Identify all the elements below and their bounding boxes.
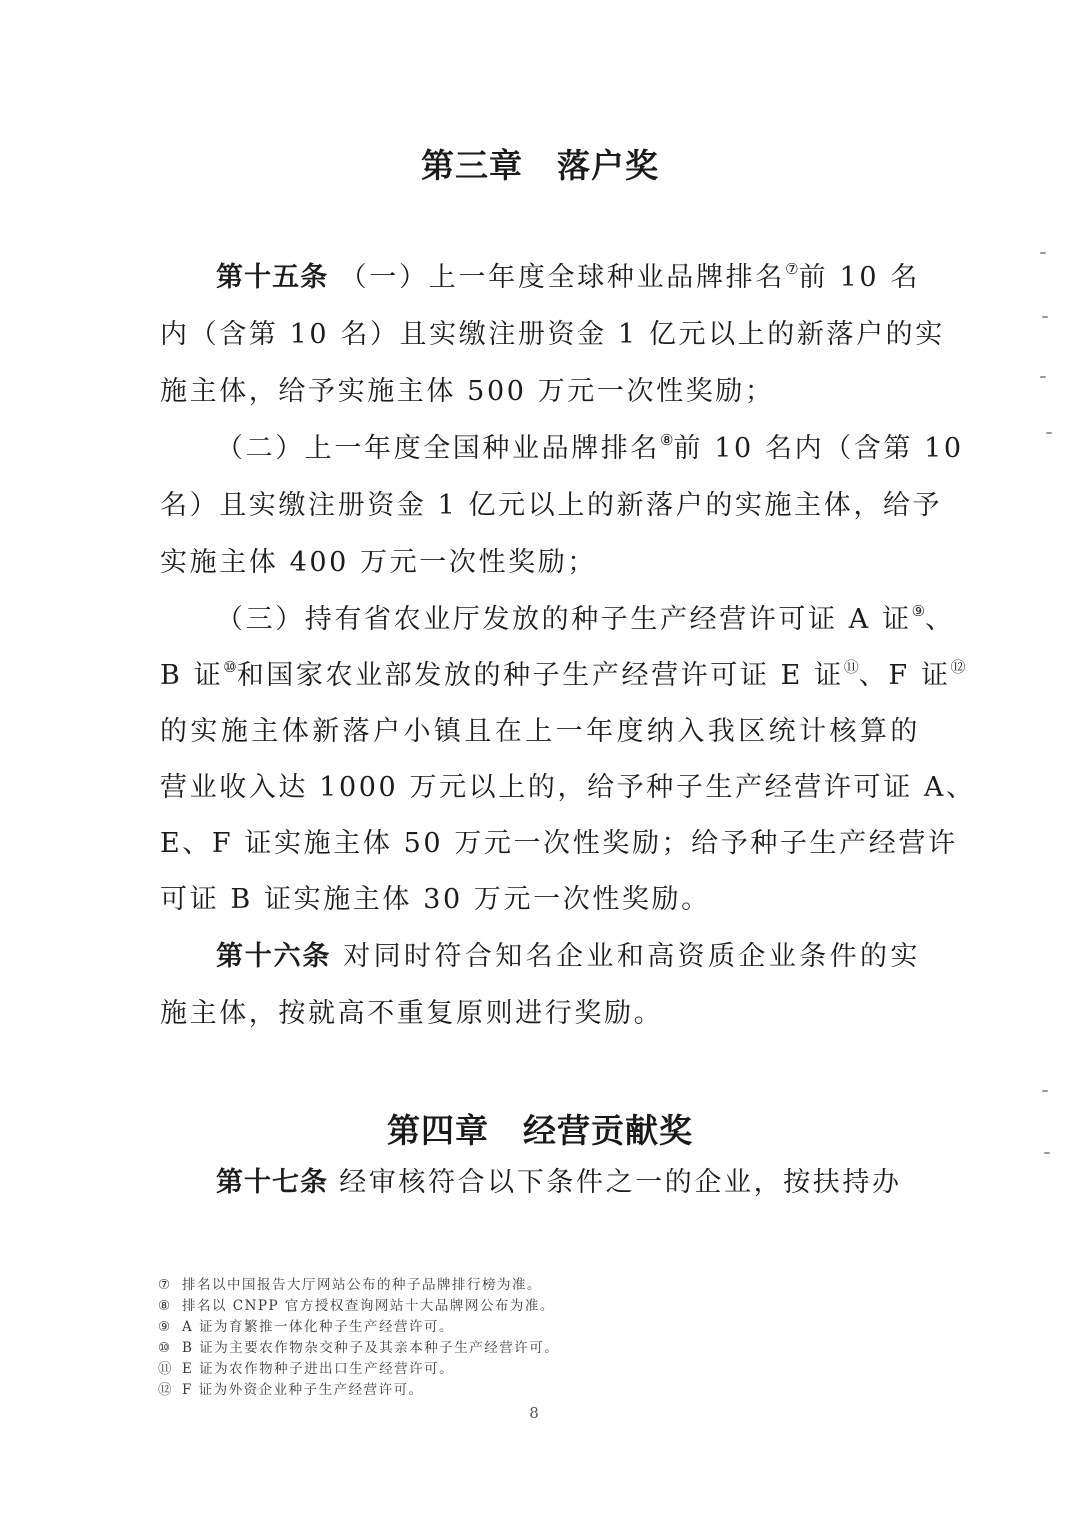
clause-3-line-3: 的实施主体新落户小镇且在上一年度纳入我区统计核算的 [160, 716, 920, 747]
scan-speck [1042, 316, 1048, 318]
footnote-text: 排名以 CNPP 官方授权查询网站十大品牌网公布为准。 [182, 1298, 555, 1314]
clause-3-line-1 [216, 600, 955, 640]
footnote-ref-11: ⑪ [843, 658, 859, 676]
footnote-ref-7: ⑦ [785, 260, 799, 278]
chapter-3-heading: 第三章 落户奖 [421, 146, 659, 185]
clause-3-line-2 [160, 656, 966, 696]
scan-speck [1046, 432, 1052, 434]
article-15-line-2: 内（含第 10 名）且实缴注册资金 1 亿元以上的新落户的实 [160, 319, 945, 350]
article-15-text: 前 10 名 [798, 262, 921, 293]
footnote-text: 排名以中国报告大厅网站公布的种子品牌排行榜为准。 [182, 1277, 542, 1293]
clause-3-line-5: E、F 证实施主体 50 万元一次性奖励；给予种子生产经营许 [160, 828, 958, 859]
article-17-label: 第十七条 [216, 1167, 328, 1198]
clause-2-line-2: 名）且实缴注册资金 1 亿元以上的新落户的实施主体，给予 [160, 490, 943, 521]
footnote-ref-9: ⑨ [911, 602, 926, 620]
clause-3-line-4: 营业收入达 1000 万元以上的，给予种子生产经营许可证 A、 [160, 772, 976, 803]
footnote-ref-10: ⑩ [223, 658, 237, 676]
scan-speck [1040, 252, 1046, 254]
footnote-ref-8: ⑧ [660, 431, 674, 449]
footnote-mark: ⑫ [158, 1382, 172, 1398]
scan-speck [1042, 1090, 1048, 1092]
article-15-label: 第十五条 [216, 262, 329, 293]
article-16-line-1 [216, 937, 920, 977]
article-15-text: （一）上一年度全球种业品牌排名 [339, 262, 786, 293]
footnote-mark: ⑧ [158, 1298, 171, 1314]
clause-2-line-1 [216, 429, 964, 469]
footnote-8 [158, 1297, 718, 1315]
article-15-line-1 [216, 258, 920, 298]
footnote-mark: ⑩ [158, 1340, 171, 1356]
footnote-mark: ⑨ [158, 1319, 171, 1335]
page-number: 8 [529, 1404, 539, 1422]
clause-3-text: 、 [925, 604, 955, 635]
clause-3-text: （三）持有省农业厅发放的种子生产经营许可证 A 证 [216, 604, 912, 635]
clause-3-line-6: 可证 B 证实施主体 30 万元一次性奖励。 [160, 884, 711, 915]
footnote-12 [158, 1381, 718, 1399]
footnote-mark: ⑦ [158, 1277, 171, 1293]
footnote-ref-12: ⑫ [950, 658, 966, 676]
clause-2-text: （二）上一年度全国种业品牌排名 [216, 433, 660, 464]
article-16-line-2: 施主体，按就高不重复原则进行奖励。 [160, 998, 664, 1029]
footnote-10 [158, 1339, 718, 1357]
article-15-line-3: 施主体，给予实施主体 500 万元一次性奖励； [160, 376, 775, 407]
clause-3-text: B 证 [160, 660, 224, 691]
article-17-text: 经审核符合以下条件之一的企业，按扶持办 [339, 1167, 902, 1198]
footnote-7 [158, 1276, 718, 1294]
chapter-4-heading: 第四章 经营贡献奖 [387, 1111, 693, 1150]
footnote-11 [158, 1360, 718, 1378]
scan-speck [1040, 376, 1046, 378]
footnote-text: E 证为农作物种子进出口生产经营许可。 [182, 1361, 455, 1377]
clause-2-text: 前 10 名内（含第 10 [673, 433, 964, 464]
article-16-text: 对同时符合知名企业和高资质企业条件的实 [343, 941, 920, 972]
footnote-text: B 证为主要农作物杂交种子及其亲本种子生产经营许可。 [182, 1340, 560, 1356]
footnote-9 [158, 1318, 718, 1336]
clause-3-text: 、F 证 [858, 660, 951, 691]
footnote-text: A 证为育繁推一体化种子生产经营许可。 [182, 1319, 455, 1335]
footnote-text: F 证为外资企业种子生产经营许可。 [182, 1382, 424, 1398]
article-16-label: 第十六条 [216, 941, 332, 972]
article-17-line-1 [216, 1163, 902, 1203]
clause-2-line-3: 实施主体 400 万元一次性奖励； [160, 547, 597, 578]
clause-3-text: 和国家农业部发放的种子生产经营许可证 E 证 [236, 660, 844, 691]
footnote-mark: ⑪ [158, 1361, 172, 1377]
scan-speck [1044, 1152, 1050, 1154]
